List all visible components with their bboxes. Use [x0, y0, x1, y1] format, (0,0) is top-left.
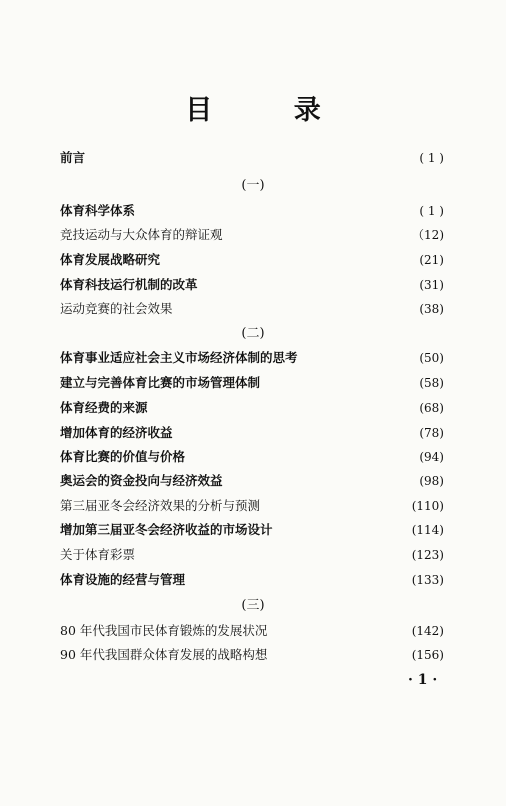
toc-entry-label: 体育发展战略研究 [60, 252, 161, 267]
dot-leader [178, 423, 415, 443]
toc-entry[interactable] [60, 471, 444, 491]
toc-entry-page: (94) [419, 450, 444, 464]
dot-leader [190, 447, 414, 467]
toc-entry-page: (133) [411, 573, 444, 587]
toc-entry-page: (98) [419, 474, 444, 488]
toc-entry[interactable] [60, 496, 444, 516]
toc-entry-page: (38) [419, 302, 444, 316]
toc-entry[interactable] [60, 299, 444, 319]
toc-entry-label: 运动竞赛的社会效果 [60, 301, 173, 316]
toc-entry[interactable] [60, 645, 444, 665]
toc-entry-label: 80 年代我国市民体育锻炼的发展状况 [60, 623, 268, 638]
toc-entry[interactable] [60, 275, 444, 295]
dot-leader [272, 621, 406, 641]
toc-entry-label: 体育经费的来源 [60, 400, 148, 415]
toc-entry-label: 体育事业适应社会主义市场经济体制的思考 [60, 350, 298, 365]
toc-entry[interactable] [60, 545, 444, 565]
dot-leader [178, 299, 415, 319]
toc-entry-page: （12) [412, 228, 444, 242]
toc-entry[interactable] [60, 348, 444, 368]
toc-entry-page: (50) [419, 351, 444, 365]
toc-entry-label: 建立与完善体育比赛的市场管理体制 [60, 375, 261, 390]
toc-entry[interactable] [60, 148, 444, 168]
section-heading-1: (一) [241, 178, 265, 193]
dot-leader [90, 148, 414, 168]
dot-leader [140, 201, 414, 221]
toc-entry-page: ( 1 ) [419, 204, 444, 218]
toc-entry[interactable] [60, 447, 444, 467]
section-heading-3: (三) [241, 598, 265, 613]
dot-leader [265, 373, 414, 393]
toc-entry-label: 前言 [60, 150, 86, 165]
dot-leader [272, 645, 406, 665]
dot-leader [203, 275, 415, 295]
toc-entry-page: (78) [419, 426, 444, 440]
toc-entry-label: 增加体育的经济收益 [60, 425, 173, 440]
toc-entry-label: 奥运会的资金投向与经济效益 [60, 473, 223, 488]
dot-leader [303, 348, 415, 368]
toc-entry-label: 竞技运动与大众体育的辩证观 [60, 227, 223, 242]
toc-entry[interactable] [60, 398, 444, 418]
toc-entry[interactable] [60, 373, 444, 393]
page-number: · 1 · [408, 672, 438, 688]
toc-entry-label: 体育设施的经营与管理 [60, 572, 186, 587]
dot-leader [140, 545, 407, 565]
dot-leader [278, 520, 407, 540]
toc-entry-label: 90 年代我国群众体育发展的战略构想 [60, 647, 268, 662]
toc-entry[interactable] [60, 621, 444, 641]
toc-entry-page: (31) [419, 278, 444, 292]
toc-entry-label: 体育科学体系 [60, 203, 136, 218]
toc-entry-page: (123) [411, 548, 444, 562]
dot-leader [265, 496, 407, 516]
toc-entry-page: (68) [419, 401, 444, 415]
toc-entry-page: (156) [411, 648, 444, 662]
toc-entry-label: 体育科技运行机制的改革 [60, 277, 198, 292]
section-heading-2: (二) [241, 326, 265, 341]
toc-entry[interactable] [60, 250, 444, 270]
toc-entry-page: (114) [411, 523, 444, 537]
toc-entry-label: 增加第三届亚冬会经济收益的市场设计 [60, 522, 273, 537]
toc-entry-page: ( 1 ) [419, 151, 444, 165]
toc-entry-label: 体育比赛的价值与价格 [60, 449, 186, 464]
toc-entry[interactable] [60, 570, 444, 590]
dot-leader [228, 471, 415, 491]
toc-entry-page: (58) [419, 376, 444, 390]
dot-leader [190, 570, 407, 590]
dot-leader [153, 398, 415, 418]
dot-leader [165, 250, 414, 270]
toc-entry-label: 关于体育彩票 [60, 547, 136, 562]
toc-entry[interactable] [60, 423, 444, 443]
toc-entry-page: (21) [419, 253, 444, 267]
toc-entry-label: 第三届亚冬会经济效果的分析与预测 [60, 498, 261, 513]
toc-entry[interactable] [60, 225, 444, 245]
toc-entry-page: (110) [411, 499, 444, 513]
toc-entry-page: (142) [411, 624, 444, 638]
toc-entry[interactable] [60, 201, 444, 221]
dot-leader [228, 225, 408, 245]
page-title: 目 录 [185, 95, 357, 126]
toc-entry[interactable] [60, 520, 444, 540]
